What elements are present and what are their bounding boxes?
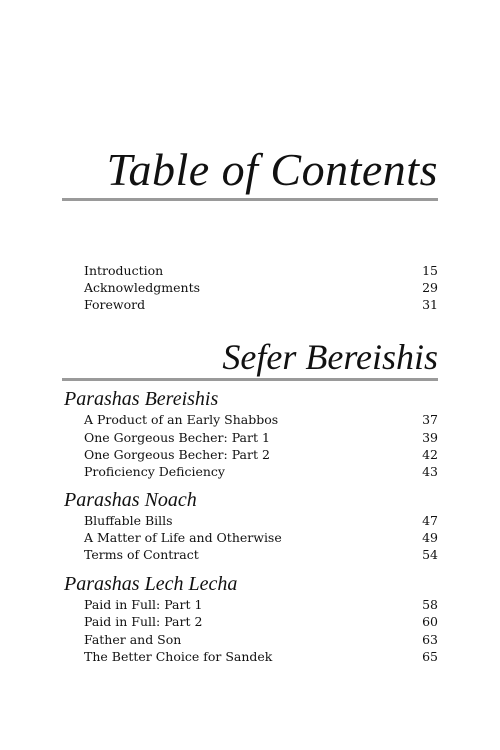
- toc-entry-title: Proficiency Deficiency: [84, 464, 225, 479]
- toc-entry-page: 49: [422, 530, 438, 545]
- toc-entry[interactable]: [84, 446, 438, 463]
- toc-entry-title: Foreword: [84, 297, 146, 312]
- toc-entry[interactable]: [84, 411, 438, 428]
- title-divider: [62, 198, 438, 201]
- toc-entry-page: 39: [422, 430, 438, 445]
- toc-entry-title: Bluffable Bills: [84, 513, 173, 528]
- toc-entry[interactable]: [84, 529, 438, 546]
- toc-entry[interactable]: [84, 613, 438, 630]
- toc-entry-title: The Better Choice for Sandek: [84, 649, 273, 664]
- toc-entry[interactable]: [84, 463, 438, 480]
- sefer-divider: [62, 378, 438, 381]
- toc-entry[interactable]: [84, 631, 438, 648]
- parasha-heading: Parashas Bereishis: [64, 388, 219, 410]
- toc-entry-foreword[interactable]: [84, 296, 438, 313]
- parasha-heading: Parashas Noach: [64, 489, 197, 511]
- toc-entry-page: 42: [422, 447, 438, 462]
- toc-entry-title: Father and Son: [84, 632, 182, 647]
- toc-entry-page: 43: [422, 464, 438, 479]
- toc-entry[interactable]: [84, 429, 438, 446]
- toc-entry-title: A Product of an Early Shabbos: [84, 412, 279, 427]
- toc-entry-page: 47: [422, 513, 438, 528]
- toc-entry[interactable]: [84, 648, 438, 665]
- toc-entry-title: Acknowledgments: [84, 280, 201, 295]
- toc-entry-title: Introduction: [84, 263, 164, 278]
- page-title: Table of Contents: [106, 144, 438, 195]
- toc-entry-title: Paid in Full: Part 2: [84, 614, 203, 629]
- toc-entry-page: 15: [422, 263, 438, 278]
- toc-entry[interactable]: [84, 512, 438, 529]
- toc-entry-title: Terms of Contract: [84, 547, 199, 562]
- parasha-heading: Parashas Lech Lecha: [64, 573, 238, 595]
- toc-entry-page: 60: [422, 614, 438, 629]
- sefer-heading: Sefer Bereishis: [222, 337, 438, 377]
- toc-entry-page: 37: [422, 412, 438, 427]
- toc-entry-title: Paid in Full: Part 1: [84, 597, 203, 612]
- toc-entry-title: One Gorgeous Becher: Part 1: [84, 430, 270, 445]
- toc-entry-title: A Matter of Life and Otherwise: [84, 530, 282, 545]
- toc-entry-introduction[interactable]: [84, 262, 438, 279]
- toc-entry-title: One Gorgeous Becher: Part 2: [84, 447, 270, 462]
- toc-entry-acknowledgments[interactable]: [84, 279, 438, 296]
- toc-entry[interactable]: [84, 596, 438, 613]
- toc-entry-page: 65: [422, 649, 438, 664]
- toc-entry-page: 63: [422, 632, 438, 647]
- toc-entry[interactable]: [84, 546, 438, 563]
- toc-entry-page: 31: [422, 297, 438, 312]
- toc-entry-page: 54: [422, 547, 438, 562]
- toc-entry-page: 29: [422, 280, 438, 295]
- toc-entry-page: 58: [422, 597, 438, 612]
